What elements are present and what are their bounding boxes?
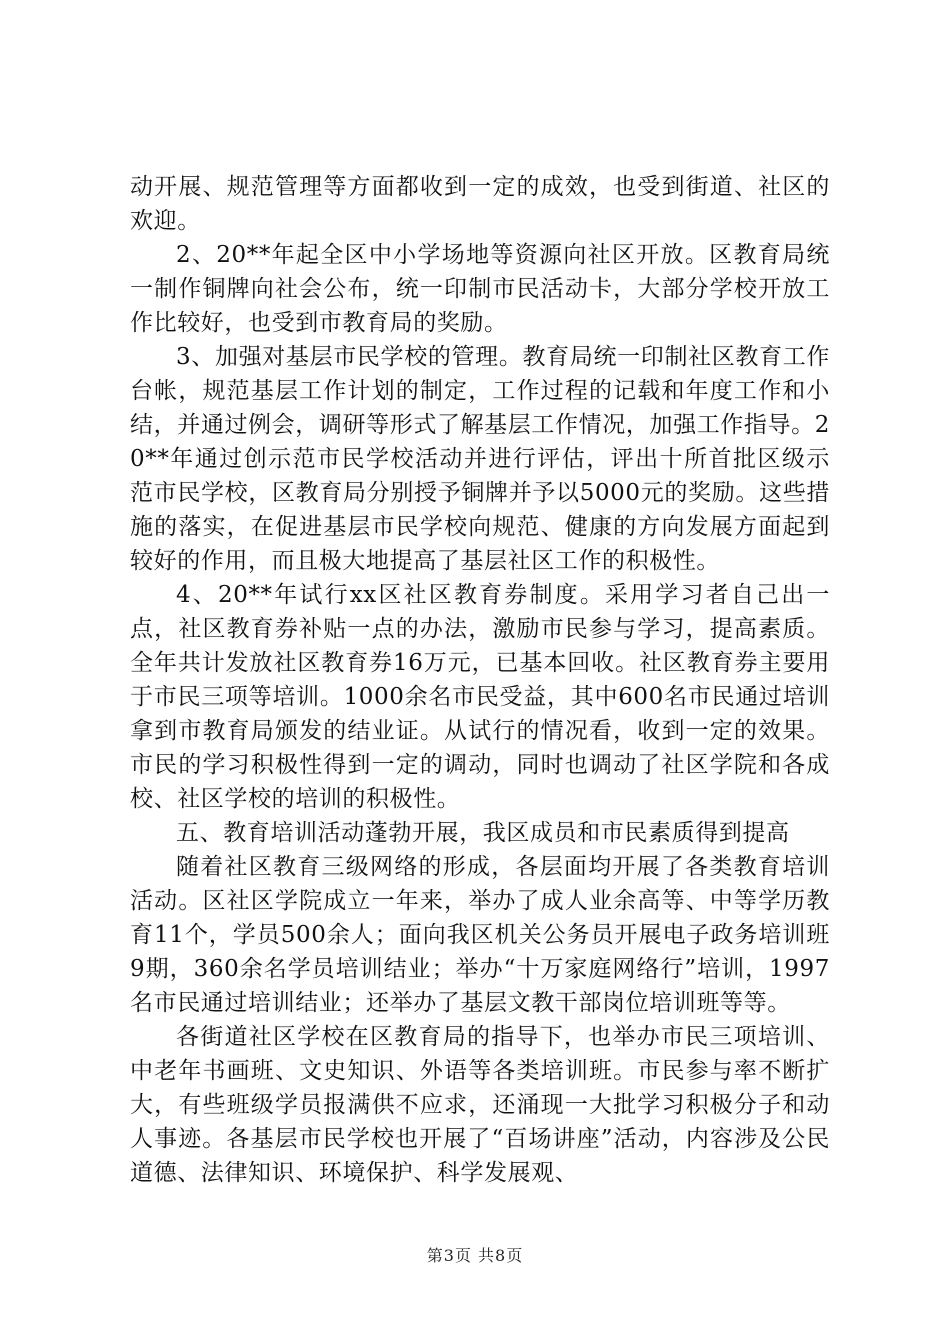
paragraph: 各街道社区学校在区教育局的指导下，也举办市民三项培训、中老年书画班、文史知识、外语等各类培训班。市民参与率不断扩大，有些班级学员报满供不应求，还涌现一大批学习积极分子和动人事迹。各基层市民学校也开展了“百场讲座”活动，内容涉及公民道德、法律知识、环境保护、科学发展观、 [130, 1024, 830, 1186]
paragraph: 3、加强对基层市民学校的管理。教育局统一印制社区教育工作台帐，规范基层工作计划的制定，工作过程的记载和年度工作和小结，并通过例会，调研等形式了解基层工作情况，加强工作指导。20**年通过创示范市民学校活动并进行评估，评出十所首批区级示范市民学校，区教育局分别授予铜牌并予以5000元的奖励。这些措施的落实，在促进基层市民学校向规范、健康的方向发展方面起到较好的作用，而且极大地提高了基层社区工作的积极性。 [130, 344, 830, 574]
paragraph: 4、20**年试行xx区社区教育券制度。采用学习者自己出一点，社区教育券补贴一点的办法，激励市民参与学习，提高素质。全年共计发放社区教育券16万元，已基本回收。社区教育券主要用于市民三项等培训。1000余名市民受益，其中600名市民通过培训拿到市教育局颁发的结业证。从试行的情况看，收到一定的效果。市民的学习积极性得到一定的调动，同时也调动了社区学院和各成校、社区学校的培训的积极性。 [130, 582, 830, 812]
document-body [130, 170, 830, 1190]
paragraph: 动开展、规范管理等方面都收到一定的成效，也受到街道、社区的欢迎。 [130, 174, 830, 234]
paragraph: 随着社区教育三级网络的形成，各层面均开展了各类教育培训活动。区社区学院成立一年来，举办了成人业余高等、中等学历教育11个，学员500余人；面向我区机关公务员开展电子政务培训班9期，360余名学员培训结业；举办“十万家庭网络行”培训，1997名市民通过培训结业；还举办了基层文教干部岗位培训班等等。 [130, 854, 830, 1016]
paragraph: 2、20**年起全区中小学场地等资源向社区开放。区教育局统一制作铜牌向社会公布，统一印制市民活动卡，大部分学校开放工作比较好，也受到市教育局的奖励。 [130, 242, 830, 336]
page-footer: 第3页 共8页 [426, 1246, 524, 1265]
paragraph: 五、教育培训活动蓬勃开展，我区成员和市民素质得到提高 [176, 820, 790, 846]
